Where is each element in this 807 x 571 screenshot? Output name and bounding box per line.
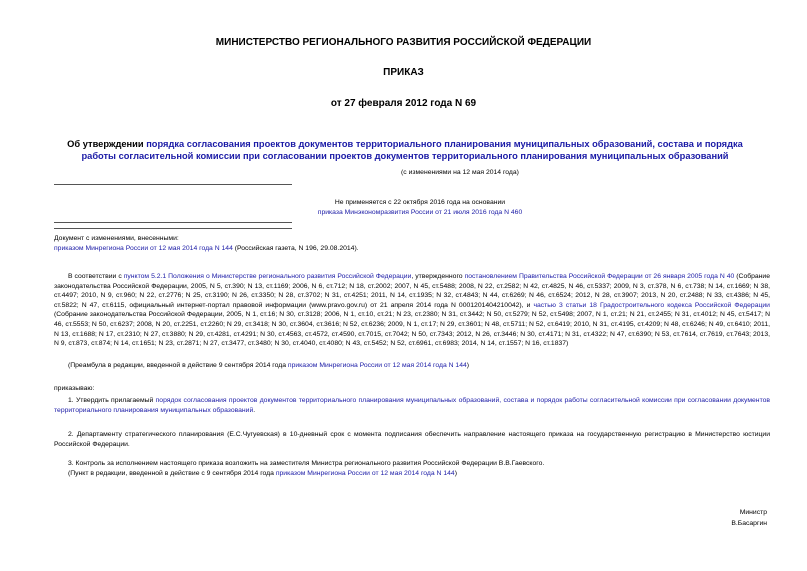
doc-changes-block [54,234,359,254]
date-number-heading: от 27 февраля 2012 года N 69 [330,98,477,109]
not-applied-note [260,198,580,218]
item-3-note [54,469,770,479]
divider-left-top [54,184,292,185]
preamble-note-prefix: (Преамбула в редакции, введенной в действие 9 сентября 2014 года [68,362,288,369]
item-3-note-link[interactable]: приказом Минрегиона России от 12 мая 2014 года N 144 [275,470,455,477]
order-word: приказываю: [54,385,95,392]
item-1-suffix: . [253,406,256,414]
item-3-note-prefix: (Пункт в редакции, введенной в действие с 9 сентября 2014 года [68,470,276,477]
item-1-prefix: 1. Утвердить прилагаемый [68,397,156,404]
preamble-note-link[interactable]: приказом Минрегиона России от 12 мая 2014 года N 144 [287,362,467,369]
doc-changes-line [54,244,359,254]
doc-changes-suffix: (Российская газета, N 196, 29.08.2014). [232,245,359,252]
item-3-note-suffix: ) [454,470,457,477]
preamble-link-code[interactable]: частью 3 статьи 18 Градостроительного кодекса Российской Федерации [533,301,770,309]
preamble-text-4: (Собрание законодательства Российской Федерации, 2005, N 5, ст.390; N 13, ст.1169; 2006, N 6, ст.712; N 18, ст.2002; 2007, N 45, ст.5488; 2008, N 22, ст.2582; N 42, ст.4825, N 46, ст.5337; 2009, N 3, ст.378, N 6, ст.738; N 14, ст.1669; N 38, ст.4497; 2010, N 9, ст.960; N 22, ст.2776; N 25, ст.3190; N 26, ст.3350; N 28, ст.3702; N 31, ст.4251; 2011, N 14, ст.1935; N 32, ст.4843; N 44, ст.6269; N 46, ст.6524; 2012, N 28, ст.3907; 2013, N 20, ст.2488; N 33, ст.4386; N 45, ст.5822; N 47, ст.6115, официальный интернет-портал правовой информации (www.pravo.gov.ru) от 21 апреля 2014 года N 0001201404210042), и [54,273,771,309]
divider-right-top [54,222,292,223]
preamble-text-1: В соответствии с [68,273,124,280]
signature-name: В.Басаргин [731,520,767,527]
divider-bottom [54,228,292,229]
signature-position: Министр [739,509,767,516]
preamble-link-point[interactable]: пунктом 5.2.1 [123,273,167,280]
changes-note: (с изменениями на 12 мая 2014 года) [401,169,519,176]
preamble-link-regulation[interactable]: Положения о Министерстве регионального развития Российской Федерации [168,273,412,280]
not-applied-line: Не применяется с 22 октября 2016 года на основании [334,199,506,206]
preamble-paragraph [54,272,770,349]
title-link[interactable]: порядка согласования проектов документов территориального планирования муниципальных образований, состава и порядка работы согласительной комиссии при согласовании проектов документов территориального планирования муниципальных образований [81,139,743,161]
not-applied-link[interactable]: приказа Минэкономразвития России от 21 июля 2016 года N 460 [317,209,523,216]
title-prefix: Об утверждении [67,139,147,149]
preamble-note-suffix: ) [466,362,470,369]
doc-type-heading: ПРИКАЗ [383,67,424,78]
preamble-link-decree[interactable]: постановлением Правительства Российской Федерации от 26 января 2005 года N 40 [464,273,735,280]
preamble-text-5: (Собрание законодательства Российской Федерации, 2005, N 1, ст.16; N 30, ст.3128; 2006, N 1, ст.10, ст.21; N 23, ст.2380; N 31, ст.3442; N 50, ст.5279; N 52, ст.5498; 2007, N 1, ст.21; N 21, ст.2455; N 31, ст.4012; N 45, ст.5417; N 46, ст.5553; N 50, ст.6237; 2008, N 20, ст.2251, ст.2260; N 29, ст.3418; N 30, ст.3604, ст.3616; N 52, ст.6236; 2009, N 1, ст.17; N 29, ст.3601; N 48, ст.5711; N 52, ст.6419; 2010, N 31, ст.4195, ст.4209; N 48, ст.6246; N 49, ст.6410; 2011, N 13, ст.1688; N 17, ст.2310; N 27, ст.3880; N 29, ст.4281, ст.4291; N 30, ст.4563, ст.4572, ст.4590, ст.7015, ст.7042; N 50, ст.7343; 2012, N 26, ст.3446; N 30, ст.4171; N 31, ст.4322; N 47, ст.6390; N 53, ст.7614, ст.7619, ст.7643; 2013, N 9, ст.873, ст.874; N 14, ст.1651; N 23, ст.2871; N 27, ст.3477, ст.3480; N 30, ст.4040, ст.4080; N 43, ст.5452; N 52, ст.6961, ст.6983; 2014, N 14, ст.1557; N 16, ст.1837) [54,311,770,348]
preamble-note [54,361,770,371]
item-2: 2. Департаменту стратегического планирования (Е.С.Чугуевская) в 10-дневный срок с момента подписания обеспечить направление настоящего приказа на государственную регистрацию в Министерство юстиции Российской Федерации. [54,431,770,448]
document-title [55,138,755,162]
doc-changes-label: Документ с изменениями, внесенными: [54,235,179,242]
ministry-heading: МИНИСТЕРСТВО РЕГИОНАЛЬНОГО РАЗВИТИЯ РОССИЙСКОЙ ФЕДЕРАЦИИ [215,37,592,48]
preamble-text-3: , утвержденного [411,273,465,280]
item-3: 3. Контроль за исполнением настоящего приказа возложить на заместителя Министра регионального развития Российской Федерации В.В.Гаевского. [68,460,545,467]
item-1-link[interactable]: порядок согласования проектов документов территориального планирования муниципальных образований, состава и порядок работы согласительной комиссии при согласовании документов территориального планирования муниципальных образований [54,397,770,414]
doc-changes-link[interactable]: приказом Минрегиона России от 12 мая 2014 года N 144 [54,245,233,252]
item-1 [54,396,770,415]
